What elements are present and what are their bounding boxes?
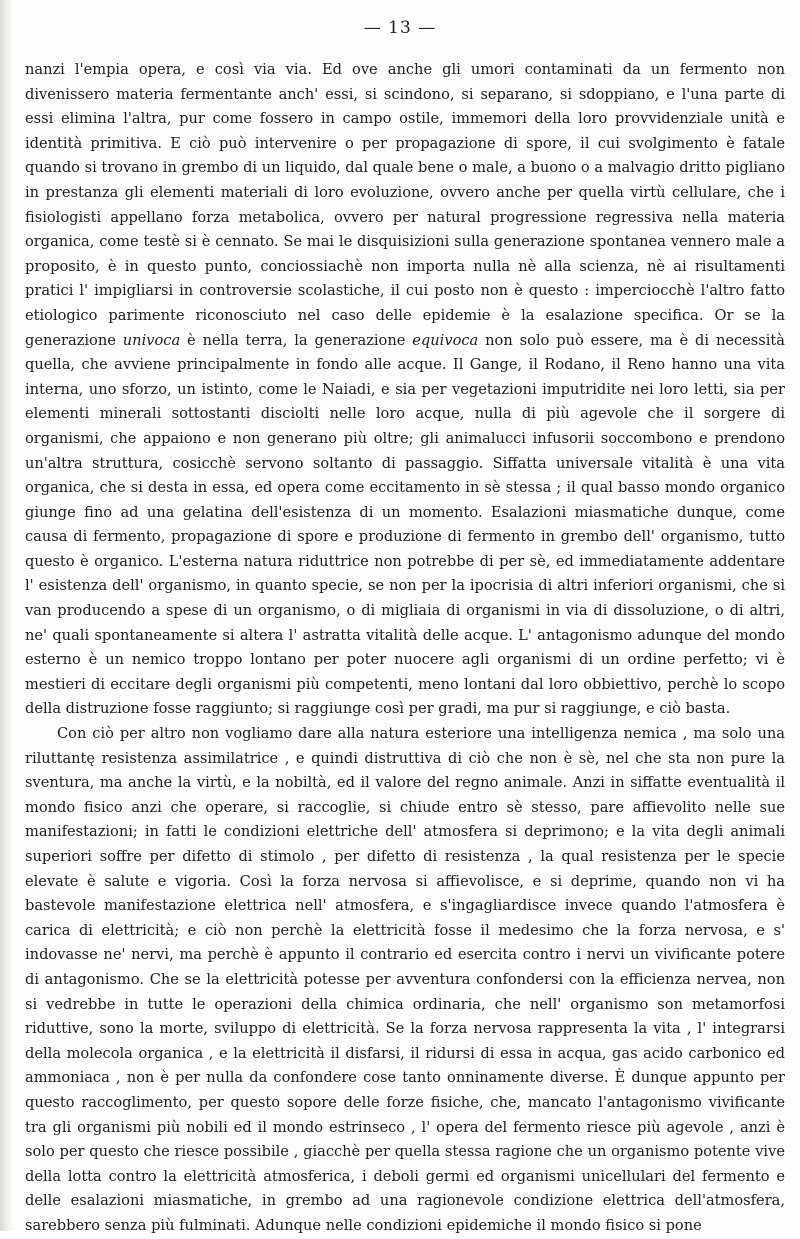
text-run: nanzi l'empia opera, e così via via. Ed ove anche gli umori contaminati da un fermento non divenissero materia fermentante anch' essi, si scindono, si separano, si sdoppiano, e l'una parte di essi elimina l'altra, pur come fossero in campo ostile, immemori della loro provvidenziale unità e identità primitiva. E ciò può intervenire o per propagazione di spore, il cui svolgimento è fatale quando si trovano in grembo di un liquido, dal quale bene o male, a buono o a malvagio dritto pigliano in prestanza gli elementi materiali di loro evoluzione, ovvero anche per quella virtù cellulare, che i fisiologisti appellano forza metabolica, ovvero per natural progressione regressiva nella materia organica, come testè si è cennato. Se mai le disquisizioni sulla generazione spontanea vennero male a proposito, è in questo punto, conciossiachè non importa nulla nè alla scienza, nè ai risultamenti pratici l' impigliarsi in controversie scolastiche, il cui posto non è questo : imperciocchè l'altro fatto etiologico parimente riconosciuto nel caso delle epidemie è la esalazione specifica. Or se la generazione xyxy=(25,61,785,349)
paragraph-1 xyxy=(25,58,785,722)
text-run: è nella terra, la generazione xyxy=(180,331,413,349)
italic-term-equivoca: equivoca xyxy=(412,331,479,349)
text-run: non solo può essere, ma è di necessità quella, che avviene principalmente in fondo alle acque. Il Gange, il Rodano, il Reno hanno una vita interna, uno sforzo, un istinto, come le Naiadi, e sia per vegetazioni imputridite nei loro letti, sia per elementi minerali sottostanti disciolti nelle loro acque, nulla di più agevole che il sorgere di organismi, che appaiono e non generano più oltre; gli animalucci infusorii soccombono e prendono un'altra struttura, cosicchè servono soltanto di passaggio. Siffatta universale vitalità è una vita organica, che si desta in essa, ed opera come eccitamento in sè stessa ; il qual basso mondo organico giunge fino ad una gelatina dell'esistenza di un momento. Esalazioni miasmatiche dunque, come causa di fermento, propagazione di spore e produzione di fermento in grembo dell' organismo, tutto questo è organico. L'esterna natura riduttrice non potrebbe di per sè, ed immediatamente addentare l' esistenza dell' organismo, in quanto specie, se non per la ipocrisia di altri inferiori organismi, che si van producendo a spese di un organismo, o di migliaia di organismi in via di dissoluzione, o di altri, ne' quali spontaneamente si altera l' astratta vitalità delle acque. L' antagonismo adunque del mondo esterno è un nemico troppo lontano per poter nuocere agli organismi di un ordine perfetto; vi è mestieri di eccitare degli organismi più competenti, meno lontani dal loro obbiettivo, perchè lo scopo della distruzione fosse raggiunto; si raggiunge così per gradi, ma pur si raggiunge, e ciò basta. xyxy=(25,331,785,718)
paragraph-2 xyxy=(25,722,785,1238)
body-text xyxy=(25,58,785,1239)
binding-edge xyxy=(0,0,14,1231)
text-run: Con ciò per altro non vogliamo dare alla natura esteriore una intelligenza nemica , ma solo una riluttantę resistenza assimilatrice , e quindi distruttiva di ciò che non è sè, nel che sta non pure la sventura, ma anche la virtù, e la nobiltà, ed il valore del regno animale. Anzi in siffatte eventualità il mondo fisico anzi che operare, si raccoglie, si chiude entro sè stesso, pare affievolito nelle sue manifestazioni; in fatti le condizioni elettriche dell' atmosfera si deprimono; e la vita degli animali superiori soffre per difetto di stimolo , per difetto di resistenza , la qual resistenza per le specie elevate è salute e vigoria. Così la forza nervosa si affievolisce, e si deprime, quando non vi ha bastevole manifestazione elettrica nell' atmosfera, e s'ingagliardisce invece quando l'atmosfera è carica di elettricità; e ciò non perchè la elettricità fosse il medesimo che la forza nervosa, e s' indovasse ne' nervi, ma perchè è appunto il contrario ed esercita contro i nervi un vivificante potere di antagonismo. Che se la elettricità potesse per avventura confondersi con la efficienza nervea, non si vedrebbe in tutte le operazioni della chimica ordinaria, che nell' organismo son metamorfosi riduttive, sono la morte, sviluppo di elettricità. Se la forza nervosa rappresenta la vita , l' integrarsi della molecola organica , e la elettricità il disfarsi, il ridursi di essa in acqua, gas acido carbonico ed ammoniaca , non è per nulla da confondere cose tanto onninamente diverse. È dunque appunto per questo raccoglimento, per questo sopore delle forze fisiche, che, mancato l'antagonismo vivificante tra gli organismi più nobili ed il mondo estrinseco , l' opera del fermento riesce più agevole , anzi è solo per questo che riesce possibile , giacchè per quella stessa ragione che un organismo potente vive della lotta contro la elettricità atmosferica, i deboli germi ed organismi unicellulari del fermento e delle esalazioni miasmatiche, in grembo ad una ragionevole condizione elettrica dell'atmosfera, sarebbero senza più fulminati. Adunque nelle condizioni epidemiche il mondo fisico si pone xyxy=(25,725,785,1234)
italic-term-univoca: univoca xyxy=(122,331,181,349)
page-number: — 13 — xyxy=(363,18,437,38)
